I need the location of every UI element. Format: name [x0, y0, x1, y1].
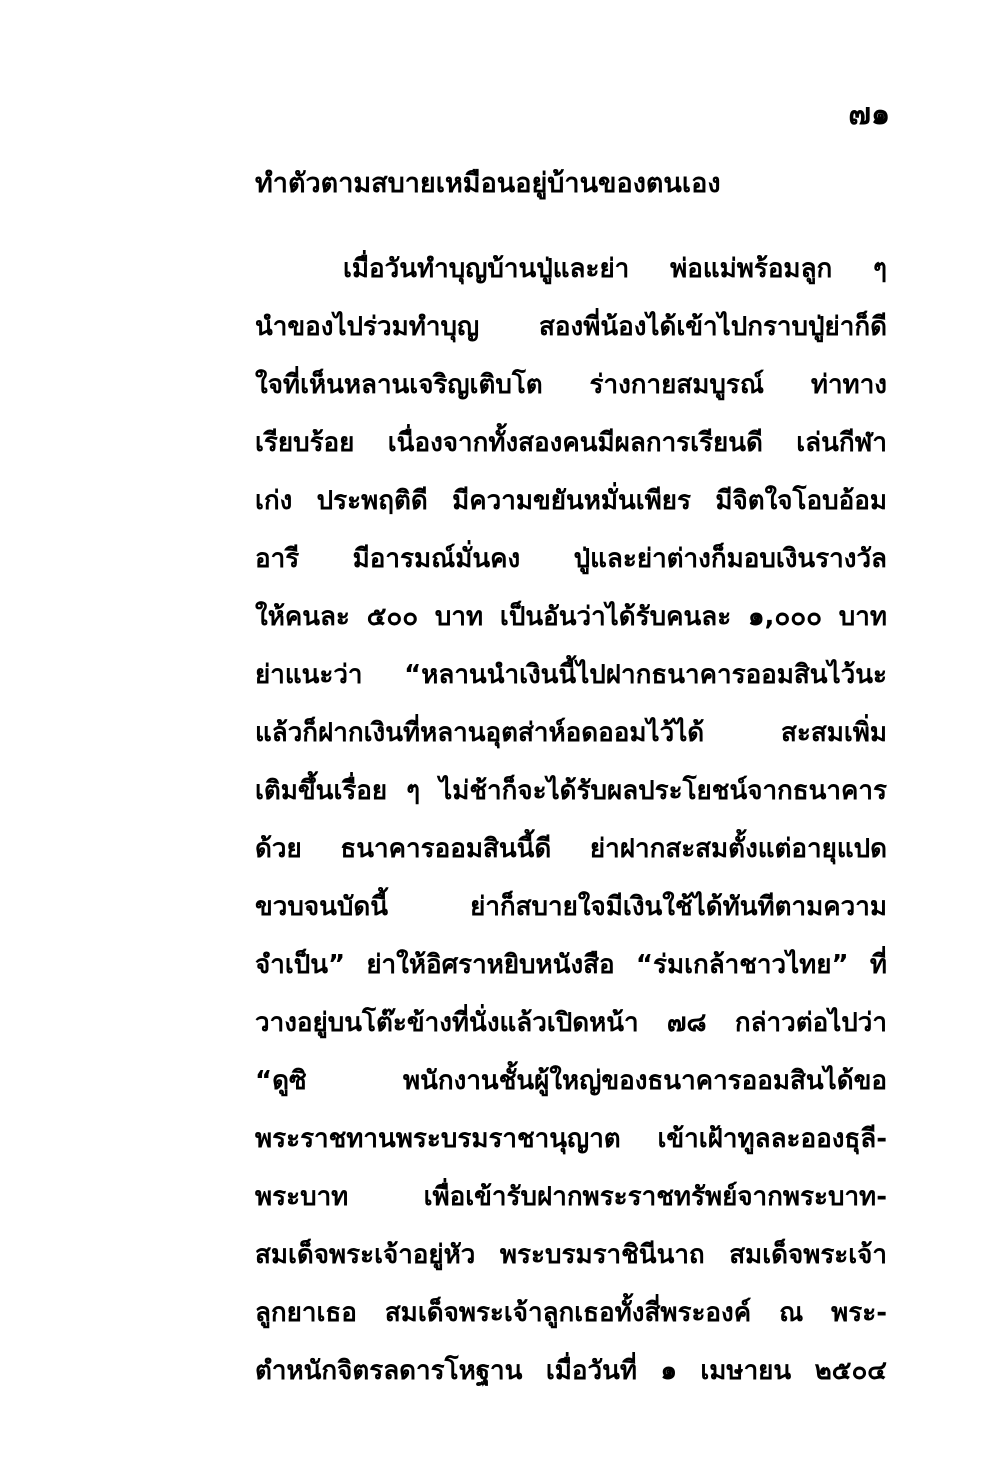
text-line: เรียบร้อย เนื่องจากทั้งสองคนมีผลการเรียนดี เล่นกีฬา	[255, 428, 887, 458]
text-line: จำเป็น” ย่าให้อิศราหยิบหนังสือ “ร่มเกล้าชาวไทย” ที่	[255, 950, 887, 980]
text-line: ด้วย ธนาคารออมสินนี้ดี ย่าฝากสะสมตั้งแต่อายุแปด	[255, 834, 887, 864]
text-line: เติมขึ้นเรื่อย ๆ ไม่ช้าก็จะได้รับผลประโยชน์จากธนาคาร	[255, 776, 887, 806]
text-line: ใจที่เห็นหลานเจริญเติบโต ร่างกายสมบูรณ์ ท่าทาง	[255, 370, 887, 400]
body-text	[255, 240, 887, 1400]
text-line: สมเด็จพระเจ้าอยู่หัว พระบรมราชินีนาถ สมเด็จพระเจ้า	[255, 1240, 887, 1270]
text-line: นำของไปร่วมทำบุญ สองพี่น้องได้เข้าไปกราบปู่ย่าก็ดี	[255, 312, 887, 342]
text-line: ให้คนละ ๕๐๐ บาท เป็นอันว่าได้รับคนละ ๑,๐๐๐ บาท	[255, 602, 887, 632]
text-line: วางอยู่บนโต๊ะข้างที่นั่งแล้วเปิดหน้า ๗๘ กล่าวต่อไปว่า	[255, 1008, 887, 1038]
text-line: แล้วก็ฝากเงินที่หลานอุตส่าห์อดออมไว้ได้ สะสมเพิ่ม	[255, 718, 887, 748]
text-line: เมื่อวันทำบุญบ้านปู่และย่า พ่อแม่พร้อมลูก ๆ	[343, 254, 887, 284]
section-heading: ทำตัวตามสบายเหมือนอยู่บ้านของตนเอง	[255, 168, 721, 199]
text-line: อารี มีอารมณ์มั่นคง ปู่และย่าต่างก็มอบเงินรางวัล	[255, 544, 887, 574]
text-line: ลูกยาเธอ สมเด็จพระเจ้าลูกเธอทั้งสี่พระองค์ ณ พระ-	[255, 1298, 887, 1328]
text-line: “ดูซิ พนักงานชั้นผู้ใหญ่ของธนาคารออมสินได้ขอ	[255, 1066, 887, 1096]
text-line: ย่าแนะว่า “หลานนำเงินนี้ไปฝากธนาคารออมสินไว้นะ	[255, 660, 887, 690]
text-line: ขวบจนบัดนี้ ย่าก็สบายใจมีเงินใช้ได้ทันทีตามความ	[255, 892, 887, 922]
text-line: พระราชทานพระบรมราชานุญาต เข้าเฝ้าทูลละอองธุลี-	[255, 1124, 887, 1154]
text-line: พระบาท เพื่อเข้ารับฝากพระราชทรัพย์จากพระบาท-	[255, 1182, 887, 1212]
text-line: เก่ง ประพฤติดี มีความขยันหมั่นเพียร มีจิตใจโอบอ้อม	[255, 486, 887, 516]
page-number: ๗๑	[848, 97, 890, 132]
text-line: ตำหนักจิตรลดารโหฐาน เมื่อวันที่ ๑ เมษายน ๒๕๐๔	[255, 1356, 887, 1386]
